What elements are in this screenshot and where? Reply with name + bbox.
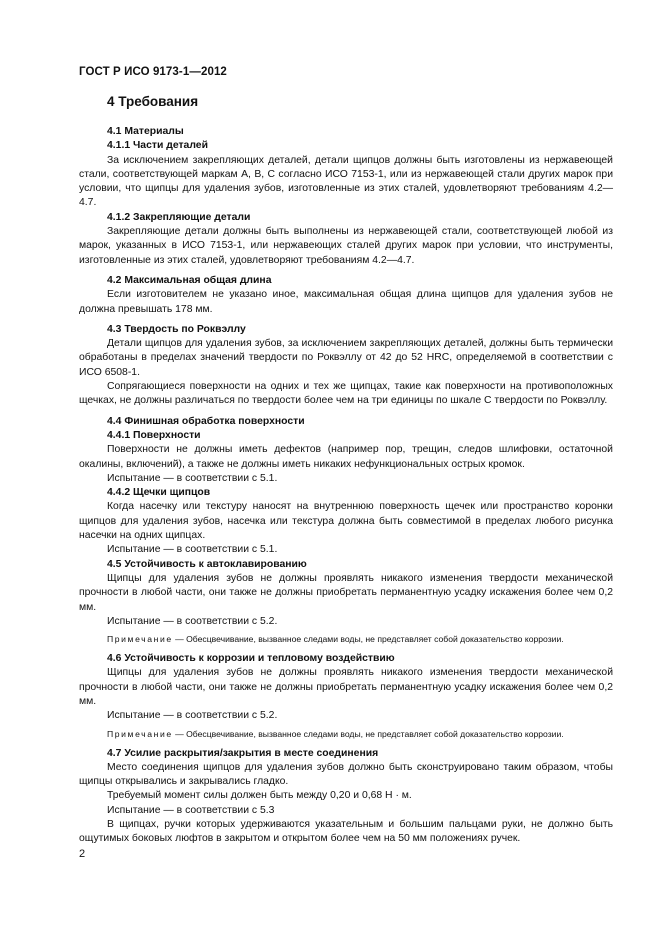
heading-4-1-1: 4.1.1 Части деталей xyxy=(107,140,208,152)
paragraph-4-6: Щипцы для удаления зубов не должны проявлять никакого изменения твердости механической прочности в любой части, они также не должны приобретать перманентную усадку искажения более чем 0,2 мм. xyxy=(79,667,613,707)
paragraph-4-4-2: Когда насечку или текстуру наносят на внутреннюю поверхность щечек или пространство коронки щипцов для удаления зубов, насечка или текстура должна быть совместимой в пределах любого рисунка насечки на одних щипцах. xyxy=(79,501,613,542)
paragraph-4-3-b: Сопрягающиеся поверхности на одних и тех же щипцах, такие как поверхности на противоположных щечках, не должны различаться по твердости более чем на три единицы по шкале С твердости по Роквэллу. xyxy=(79,381,613,407)
test-4-7: Испытание — в соответствии с 5.3 xyxy=(107,804,275,816)
page-number: 2 xyxy=(79,848,86,860)
document-body xyxy=(79,93,613,847)
heading-4-4: 4.4 Финишная обработка поверхности xyxy=(107,415,305,427)
heading-4-3: 4.3 Твердость по Роквэллу xyxy=(107,323,246,335)
paragraph-4-1-1: За исключением закрепляющих деталей, детали щипцов должны быть изготовлены из нержавеющей стали, соответствующей маркам А, В, С согласно ИСО 7153-1, или из нержавеющей стали других марок при условии, что щипцы для удаления зубов, изготовленные из этих сталей, удовлетворяют требованиям 4.2—4.7. xyxy=(79,154,613,209)
note-text: — Обесцвечивание, вызванное следами воды, не представляет собой доказательство коррозии. xyxy=(172,728,564,739)
heading-4-1: 4.1 Материалы xyxy=(107,126,184,137)
heading-4-5: 4.5 Устойчивость к автоклавированию xyxy=(107,558,307,570)
paragraph-4-3-a: Детали щипцов для удаления зубов, за исключением закрепляющих деталей, должны быть термически обработаны в пределах значений твердости по Роквэллу от 42 до 52 HRC, определяемой в соответствии с ИСО 6508-1. xyxy=(79,338,613,378)
paragraph-4-4-1: Поверхности не должны иметь дефектов (например пор, трещин, следов шлифовки, остаточной окалины, включений), а также не должны иметь никаких нефункциональных острых кромок. xyxy=(79,444,613,470)
paragraph-4-7-a: Место соединения щипцов для удаления зубов должно быть сконструировано таким образом, чтобы щипцы открывались и закрывались гладко. xyxy=(79,761,613,788)
note-label: Примечание xyxy=(107,728,173,739)
note-4-5 xyxy=(79,633,613,646)
note-label: Примечание xyxy=(107,634,173,645)
paragraph-4-1-2: Закрепляющие детали должны быть выполнены из нержавеющей стали, соответствующей любой из марок, указанных в ИСО 7153-1, или нержавеющих сталей других марок при условии, что инструменты, изготовленные из этих сталей, удовлетворяют требованиям 4.2—4.7. xyxy=(79,226,613,266)
standard-header: ГОСТ Р ИСО 9173-1—2012 xyxy=(79,66,227,78)
note-text: — Обесцвечивание, вызванное следами воды, не представляет собой доказательство коррозии. xyxy=(172,634,564,645)
test-4-6: Испытание — в соответствии с 5.2. xyxy=(107,710,278,722)
paragraph-4-7-b: Требуемый момент силы должен быть между 0,20 и 0,68 Н · м. xyxy=(107,790,412,802)
heading-4-1-2: 4.1.2 Закрепляющие детали xyxy=(107,211,251,223)
note-4-6 xyxy=(79,728,613,741)
test-4-4-2: Испытание — в соответствии с 5.1. xyxy=(107,544,278,556)
heading-4-2: 4.2 Максимальная общая длина xyxy=(107,274,272,286)
heading-4-4-2: 4.4.2 Щечки щипцов xyxy=(107,487,211,499)
paragraph-4-2: Если изготовителем не указано иное, максимальная общая длина щипцов для удаления зубов не должна превышать 178 мм. xyxy=(79,289,613,315)
heading-4-7: 4.7 Усилие раскрытия/закрытия в месте соединения xyxy=(107,747,379,759)
test-4-5: Испытание — в соответствии с 5.2. xyxy=(107,615,278,627)
paragraph-4-5: Щипцы для удаления зубов не должны проявлять никакого изменения твердости механической прочности в любой части, они также не должны приобретать перманентную усадку искажения более чем 0,2 мм. xyxy=(79,572,613,613)
test-4-4-1: Испытание — в соответствии с 5.1. xyxy=(107,472,278,484)
section-title: 4 Требования xyxy=(107,94,199,109)
heading-4-6: 4.6 Устойчивость к коррозии и тепловому воздействию xyxy=(107,653,395,665)
paragraph-4-7-c: В щипцах, ручки которых удерживаются указательным и большим пальцами руки, не должно быть ощутимых боковых люфтов в закрытом и открытом более чем на 50 мм положениях ручек. xyxy=(79,819,613,845)
heading-4-4-1: 4.4.1 Поверхности xyxy=(107,429,201,441)
